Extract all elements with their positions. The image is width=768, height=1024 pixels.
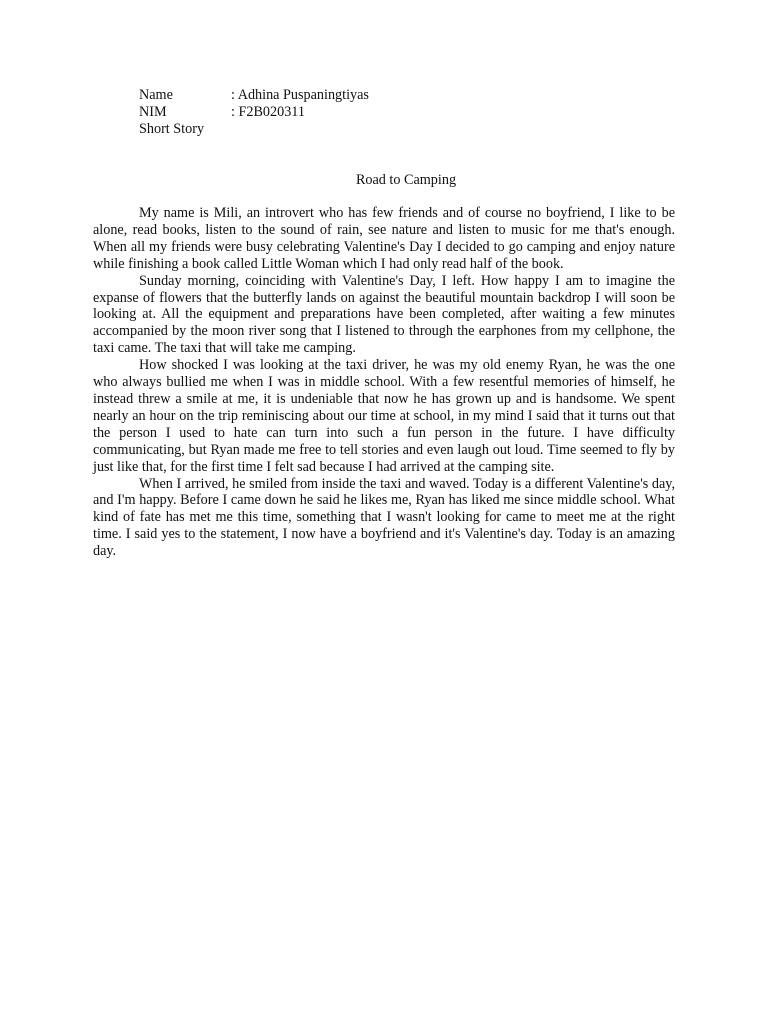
name-value: : Adhina Puspaningtiyas <box>231 87 369 103</box>
name-label: Name <box>139 87 173 103</box>
story-title: Road to Camping <box>355 172 457 188</box>
story-body <box>93 205 675 560</box>
story-paragraph: When I arrived, he smiled from inside the taxi and waved. Today is a different Valentine's day, and I'm happy. Before I came down he said he likes me, Ryan has liked me since middle school. What kind of fate has met me this time, something that I wasn't looking for came to meet me at the right time. I said yes to the statement, I now have a boyfriend and it's Valentine's day. Today is an amazing day. <box>93 475 675 560</box>
nim-label: NIM <box>139 104 167 120</box>
story-paragraph: My name is Mili, an introvert who has few friends and of course no boyfriend, I like to be alone, read books, listen to the sound of rain, see nature and listen to music for me that's enough. When all my friends were busy celebrating Valentine's Day I decided to go camping and enjoy nature while finishing a book called Little Woman which I had only read half of the book. <box>93 205 675 272</box>
student-info-header <box>139 87 539 138</box>
document-type-label: Short Story <box>139 121 205 137</box>
nim-value: : F2B020311 <box>231 104 305 120</box>
story-paragraph: Sunday morning, coinciding with Valentine's Day, I left. How happy I am to imagine the expanse of flowers that the butterfly lands on against the beautiful mountain backdrop I will soon be looking at. All the equipment and preparations have been completed, after waiting a few minutes accompanied by the moon river song that I listened to through the earphones from my cellphone, the taxi came. The taxi that will take me camping. <box>93 272 675 357</box>
story-paragraph: How shocked I was looking at the taxi driver, he was my old enemy Ryan, he was the one who always bullied me when I was in middle school. With a few resentful memories of himself, he instead threw a smile at me, it is undeniable that now he has grown up and is handsome. We spent nearly an hour on the trip reminiscing about our time at school, in my mind I said that it turns out that the person I used to hate can turn into such a fun person in the future. I have difficulty communicating, but Ryan made me free to tell stories and even laugh out loud. Time seemed to fly by just like that, for the first time I felt sad because I had arrived at the camping site. <box>93 357 675 475</box>
type-row <box>139 121 539 138</box>
nim-row <box>139 104 539 121</box>
name-row <box>139 87 539 104</box>
